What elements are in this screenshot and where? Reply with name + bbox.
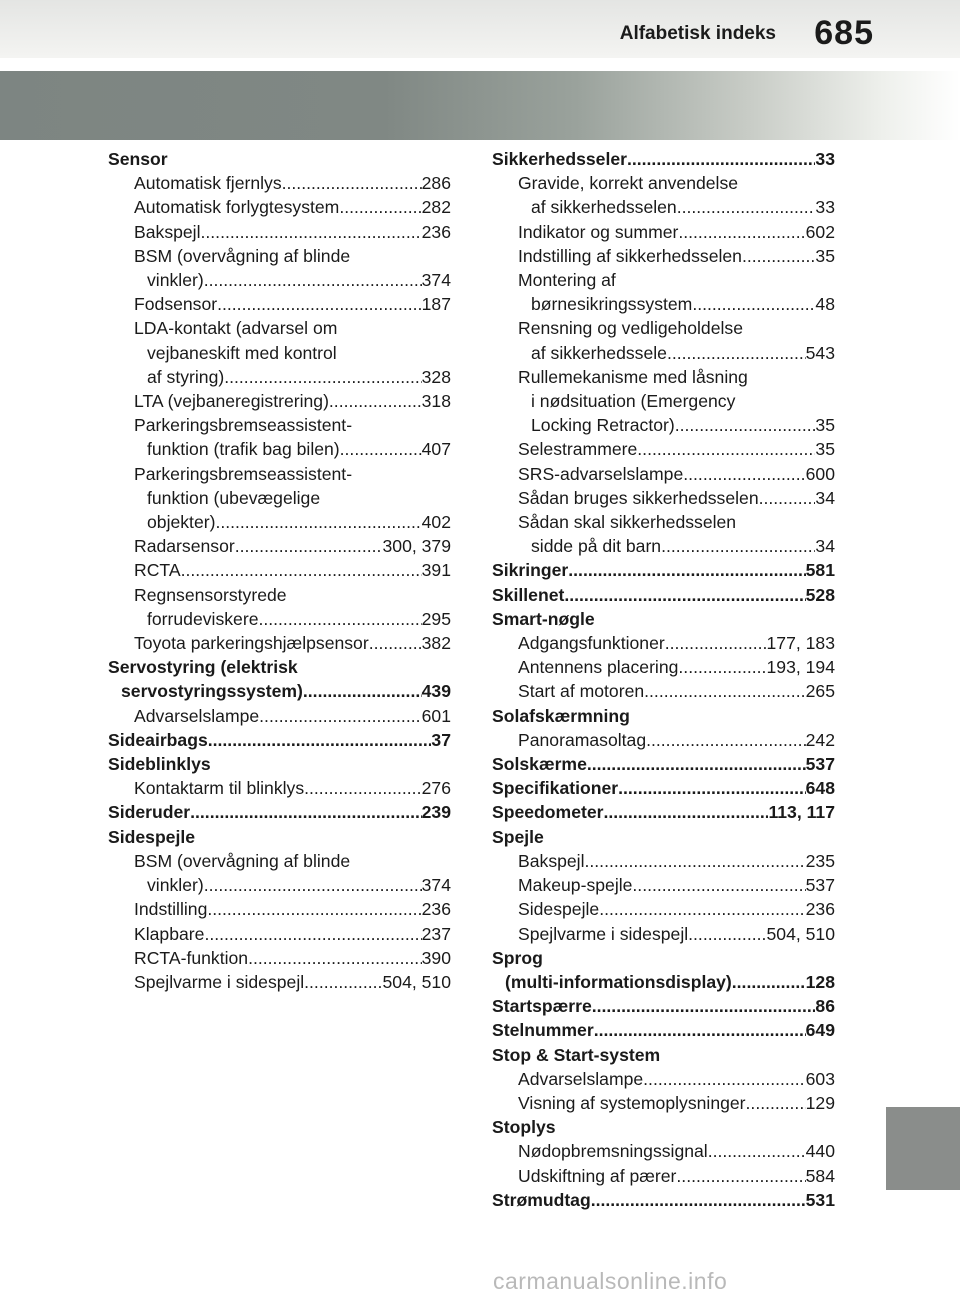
- index-entry: [108, 946, 451, 970]
- index-term: Kontaktarm til blinklys: [134, 778, 305, 799]
- page-reference: 34: [815, 487, 835, 508]
- page-reference: 440: [805, 1141, 835, 1162]
- dot-leader: [677, 195, 816, 219]
- dot-leader: [304, 970, 382, 994]
- index-term: vinkler): [147, 875, 204, 896]
- page-reference: 235: [805, 850, 835, 871]
- dot-leader: [675, 413, 816, 437]
- dot-leader: [742, 244, 815, 268]
- page-reference: 177, 183: [766, 633, 835, 654]
- page-reference: 48: [815, 294, 835, 315]
- page-reference: 265: [805, 681, 835, 702]
- index-term: Sidespejle: [518, 899, 600, 920]
- index-term: Panoramasoltag: [518, 729, 647, 750]
- dot-leader: [644, 679, 805, 703]
- index-entry: [492, 752, 835, 776]
- dot-leader: [181, 558, 422, 582]
- index-column-right: [492, 147, 835, 1212]
- page-reference: 236: [421, 221, 451, 242]
- index-entry: Spejle: [492, 826, 544, 847]
- index-entry: [108, 510, 451, 534]
- index-term: Radarsensor: [134, 536, 235, 557]
- dot-leader: [683, 462, 805, 486]
- page-reference: 187: [421, 294, 451, 315]
- index-term: Antennens placering: [518, 657, 679, 678]
- index-entry: [108, 897, 451, 921]
- index-entry: Gravide, korrekt anvendelse: [518, 173, 739, 194]
- dot-leader: [303, 679, 422, 703]
- page-reference: 193, 194: [766, 657, 835, 678]
- index-term: sidde på dit barn: [531, 536, 662, 557]
- page-reference: 282: [421, 197, 451, 218]
- section-gradient-bar: [0, 71, 960, 140]
- index-entry: Stop & Start-system: [492, 1044, 661, 1065]
- index-entry: [108, 922, 451, 946]
- index-term: Solskærme: [492, 754, 587, 775]
- index-entry: [492, 147, 835, 171]
- dot-leader: [585, 849, 806, 873]
- page-reference: 35: [815, 415, 835, 436]
- page-reference: 504, 510: [766, 923, 835, 944]
- index-entry: [492, 534, 835, 558]
- page-reference: 601: [421, 705, 451, 726]
- dot-leader: [204, 873, 422, 897]
- index-entry: [108, 195, 451, 219]
- dot-leader: [676, 1164, 805, 1188]
- index-entry: i nødsituation (Emergency: [531, 391, 736, 412]
- index-term: Visning af systemoplysninger: [518, 1092, 746, 1113]
- dot-leader: [661, 534, 815, 558]
- dot-leader: [587, 752, 806, 776]
- page-reference: 374: [421, 270, 451, 291]
- page-reference: 236: [421, 899, 451, 920]
- index-entry: funktion (ubevægelige: [147, 487, 321, 508]
- index-entry: [108, 220, 451, 244]
- index-entry: [492, 558, 835, 582]
- dot-leader: [678, 220, 805, 244]
- page-reference: 391: [421, 560, 451, 581]
- index-term: Locking Retractor): [531, 415, 675, 436]
- dot-leader: [369, 631, 422, 655]
- index-entry: [492, 1067, 835, 1091]
- page-header-title: Alfabetisk indeks: [619, 23, 776, 44]
- index-entry: Regnsensorstyrede: [134, 584, 287, 605]
- index-term: Bakspejl: [134, 221, 201, 242]
- index-term: Adgangsfunktioner: [518, 633, 665, 654]
- index-entry: [492, 897, 835, 921]
- dot-leader: [599, 897, 805, 921]
- dot-leader: [678, 655, 766, 679]
- index-term: Nødopbremsningssignal: [518, 1141, 708, 1162]
- index-term: funktion (trafik bag bilen): [147, 439, 340, 460]
- index-entry: vejbaneskift med kontrol: [147, 342, 337, 363]
- index-entry: [108, 776, 451, 800]
- page-reference: 237: [421, 923, 451, 944]
- dot-leader: [643, 1067, 805, 1091]
- page-reference: 407: [421, 439, 451, 460]
- index-entry: Parkeringsbremseassistent-: [134, 463, 353, 484]
- dot-leader: [568, 558, 805, 582]
- dot-leader: [591, 1188, 806, 1212]
- index-term: af sikkerhedsselen: [531, 197, 677, 218]
- page-reference: 537: [805, 875, 835, 896]
- index-entry: [492, 728, 835, 752]
- page-reference: 439: [421, 681, 451, 702]
- dot-leader: [204, 922, 421, 946]
- page-reference: 242: [805, 729, 835, 750]
- index-term: Automatisk fjernlys: [134, 173, 282, 194]
- dot-leader: [207, 897, 421, 921]
- index-entry: [492, 220, 835, 244]
- index-entry: [492, 413, 835, 437]
- index-entry: [492, 922, 835, 946]
- dot-leader: [215, 510, 421, 534]
- page-reference: 504, 510: [382, 971, 451, 992]
- index-term: Indstilling af sikkerhedsselen: [518, 245, 742, 266]
- index-term: (multi-informationsdisplay): [505, 971, 732, 992]
- dot-leader: [708, 1139, 806, 1163]
- index-entry: [492, 462, 835, 486]
- page-reference: 276: [421, 778, 451, 799]
- index-term: RCTA-funktion: [134, 947, 249, 968]
- index-entry: [492, 776, 835, 800]
- index-term: Udskiftning af pærer: [518, 1165, 677, 1186]
- index-term: Spejlvarme i sidespejl: [134, 971, 305, 992]
- dot-leader: [637, 437, 815, 461]
- index-entry: [492, 1091, 835, 1115]
- index-term: Sikringer: [492, 560, 569, 581]
- dot-leader: [603, 800, 768, 824]
- dot-leader: [618, 776, 806, 800]
- dot-leader: [646, 728, 806, 752]
- dot-leader: [632, 873, 805, 897]
- index-term: Stelnummer: [492, 1020, 594, 1041]
- page-reference: 236: [805, 899, 835, 920]
- page-reference: 295: [421, 608, 451, 629]
- index-term: Klapbare: [134, 923, 205, 944]
- index-term: Sideairbags: [108, 729, 208, 750]
- dot-leader: [592, 994, 816, 1018]
- index-term: Skillenet: [492, 584, 565, 605]
- page-reference: 584: [805, 1165, 835, 1186]
- dot-leader: [190, 800, 422, 824]
- dot-leader: [340, 437, 422, 461]
- page-reference: 402: [421, 512, 451, 533]
- index-term: Bakspejl: [518, 850, 585, 871]
- index-entry: [108, 292, 451, 316]
- index-term: Indikator og summer: [518, 221, 679, 242]
- page-reference: 603: [805, 1068, 835, 1089]
- page-reference: 602: [805, 221, 835, 242]
- index-entry: [492, 1139, 835, 1163]
- page-reference: 33: [815, 149, 835, 169]
- page-reference: 648: [805, 778, 835, 799]
- page-reference: 113, 117: [768, 802, 835, 823]
- index-entry: [108, 679, 451, 703]
- index-term: Selestrammere: [518, 439, 638, 460]
- index-term: Sikkerhedsseler: [492, 149, 627, 169]
- index-entry: [492, 873, 835, 897]
- dot-leader: [627, 147, 815, 171]
- index-entry: [108, 631, 451, 655]
- index-entry: [108, 704, 451, 728]
- page-reference: 37: [431, 729, 451, 750]
- dot-leader: [204, 268, 422, 292]
- page-reference: 318: [421, 391, 451, 412]
- page-reference: 528: [805, 584, 835, 605]
- dot-leader: [258, 607, 421, 631]
- dot-leader: [688, 922, 766, 946]
- index-entry: [492, 970, 835, 994]
- page-reference: 286: [421, 173, 451, 194]
- index-entry: Servostyring (elektrisk: [108, 657, 298, 678]
- page-reference: 600: [805, 463, 835, 484]
- index-entry: [492, 341, 835, 365]
- index-entry: [108, 171, 451, 195]
- index-entry: [108, 607, 451, 631]
- index-column-left: [108, 147, 451, 994]
- dot-leader: [304, 776, 422, 800]
- index-term: af sikkerhedssele: [531, 342, 667, 363]
- index-entry: Rensning og vedligeholdelse: [518, 318, 743, 339]
- index-entry: [492, 631, 835, 655]
- page-reference: 328: [421, 366, 451, 387]
- index-term: Strømudtag: [492, 1189, 591, 1210]
- index-entry: [492, 800, 835, 824]
- dot-leader: [235, 534, 383, 558]
- index-entry: [108, 365, 451, 389]
- chapter-thumb-tab: [886, 1107, 960, 1190]
- dot-leader: [692, 292, 815, 316]
- index-entry: [108, 437, 451, 461]
- index-entry: Smart-nøgle: [492, 608, 595, 629]
- dot-leader: [329, 389, 422, 413]
- page-reference: 129: [805, 1092, 835, 1113]
- index-term: Sideruder: [108, 802, 191, 823]
- index-entry: [108, 728, 451, 752]
- index-entry: [108, 389, 451, 413]
- index-entry: [108, 534, 451, 558]
- index-term: Specifikationer: [492, 778, 619, 799]
- index-entry: Sensor: [108, 149, 168, 169]
- index-term: Startspærre: [492, 996, 592, 1017]
- index-entry: BSM (overvågning af blinde: [134, 245, 351, 266]
- index-term: objekter): [147, 512, 216, 533]
- index-entry: Montering af: [518, 270, 616, 291]
- watermark: carmanualsonline.info: [493, 1268, 728, 1294]
- index-term: Start af motoren: [518, 681, 645, 702]
- index-term: Indstilling: [134, 899, 208, 920]
- index-entry: [492, 994, 835, 1018]
- index-entry: BSM (overvågning af blinde: [134, 850, 351, 871]
- index-term: Advarselslampe: [134, 705, 260, 726]
- index-entry: [492, 1164, 835, 1188]
- index-entry: [492, 292, 835, 316]
- index-term: Makeup-spejle: [518, 875, 633, 896]
- dot-leader: [217, 292, 422, 316]
- index-entry: Sidespejle: [108, 826, 196, 847]
- index-entry: Stoplys: [492, 1117, 556, 1138]
- index-term: Spejlvarme i sidespejl: [518, 923, 689, 944]
- dot-leader: [339, 195, 421, 219]
- page-reference: 543: [805, 342, 835, 363]
- index-term: Speedometer: [492, 802, 604, 823]
- index-entry: [492, 1188, 835, 1212]
- page-reference: 649: [805, 1020, 835, 1041]
- dot-leader: [208, 728, 432, 752]
- dot-leader: [248, 946, 422, 970]
- dot-leader: [746, 1091, 806, 1115]
- index-term: servostyringssystem): [121, 681, 303, 702]
- index-term: LTA (vejbaneregistrering): [134, 391, 329, 412]
- dot-leader: [201, 220, 422, 244]
- page-reference: 128: [805, 971, 835, 992]
- page-reference: 531: [805, 1189, 835, 1210]
- index-entry: LDA-kontakt (advarsel om: [134, 318, 338, 339]
- dot-leader: [665, 631, 767, 655]
- index-entry: [492, 679, 835, 703]
- index-entry: [492, 583, 835, 607]
- index-entry: [492, 244, 835, 268]
- index-term: af styring): [147, 366, 225, 387]
- index-term: børnesikringssystem: [531, 294, 693, 315]
- page-reference: 33: [815, 197, 835, 218]
- dot-leader: [594, 1018, 806, 1042]
- index-term: Advarselslampe: [518, 1068, 644, 1089]
- page-reference: 374: [421, 875, 451, 896]
- dot-leader: [564, 583, 805, 607]
- index-entry: Parkeringsbremseassistent-: [134, 415, 353, 436]
- index-entry: [492, 1018, 835, 1042]
- page-reference: 581: [805, 560, 835, 581]
- page-reference: 300, 379: [382, 536, 451, 557]
- page-reference: 239: [421, 802, 451, 823]
- index-entry: [108, 558, 451, 582]
- index-entry: Sideblinklys: [108, 754, 211, 775]
- index-term: SRS-advarselslampe: [518, 463, 684, 484]
- dot-leader: [282, 171, 422, 195]
- page-reference: 382: [421, 633, 451, 654]
- page-reference: 35: [815, 245, 835, 266]
- page-reference: 35: [815, 439, 835, 460]
- index-term: Toyota parkeringshjælpsensor: [134, 633, 369, 654]
- index-entry: [492, 655, 835, 679]
- index-entry: [492, 437, 835, 461]
- page-reference: 86: [815, 996, 835, 1017]
- dot-leader: [732, 970, 806, 994]
- index-term: Sådan bruges sikkerhedsselen: [518, 487, 759, 508]
- page-reference: 537: [805, 754, 835, 775]
- dot-leader: [224, 365, 421, 389]
- page-reference: 34: [815, 536, 835, 557]
- index-term: forrudeviskere: [147, 608, 259, 629]
- index-term: vinkler): [147, 270, 204, 291]
- index-entry: [108, 873, 451, 897]
- page-reference: 390: [421, 947, 451, 968]
- index-entry: Rullemekanisme med låsning: [518, 366, 748, 387]
- dot-leader: [759, 486, 816, 510]
- index-entry: [492, 849, 835, 873]
- index-entry: Sådan skal sikkerhedsselen: [518, 512, 737, 533]
- index-term: RCTA: [134, 560, 181, 581]
- index-entry: [492, 486, 835, 510]
- index-entry: [108, 268, 451, 292]
- index-entry: Sprog: [492, 947, 543, 968]
- page-number: 685: [814, 14, 874, 52]
- index-entry: Solafskærmning: [492, 705, 630, 726]
- index-term: Fodsensor: [134, 294, 218, 315]
- dot-leader: [259, 704, 421, 728]
- dot-leader: [667, 341, 806, 365]
- index-entry: [492, 195, 835, 219]
- index-entry: [108, 970, 451, 994]
- index-entry: [108, 800, 451, 824]
- index-term: Automatisk forlygtesystem: [134, 197, 340, 218]
